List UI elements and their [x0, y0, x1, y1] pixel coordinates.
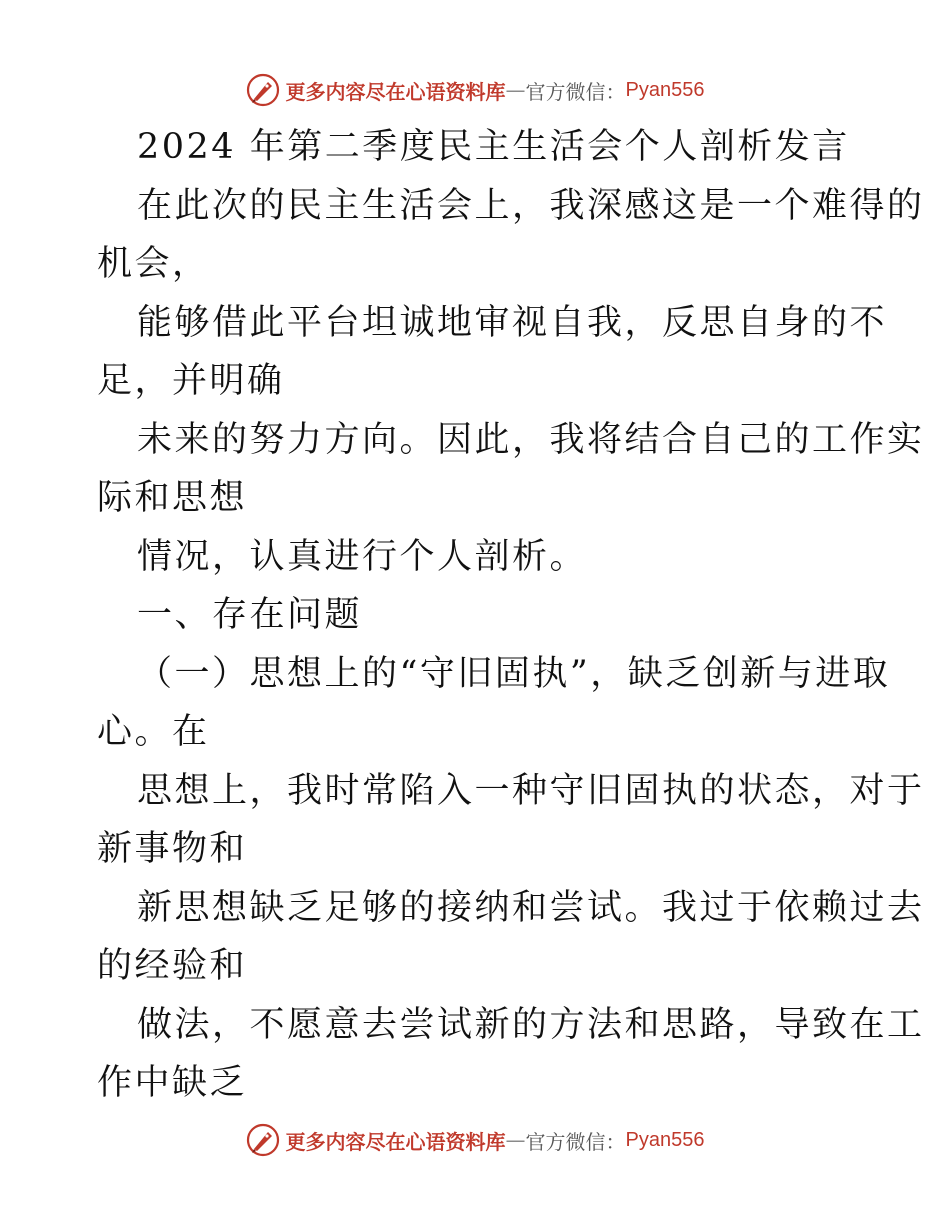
document-line: 能够借此平台坦诚地审视自我，反思自身的不 [137, 302, 888, 343]
banner-site-text: 更多内容尽在心语资料库 [285, 79, 506, 104]
document-line: 做法，不愿意去尝试新的方法和思路，导致在工 [137, 1004, 925, 1045]
banner-site-text: 更多内容尽在心语资料库 [285, 1129, 506, 1154]
banner-separator: — [505, 78, 526, 102]
document-line: 情况，认真进行个人剖析。 [137, 536, 588, 577]
document-line: 新事物和 [97, 829, 248, 869]
banner-wechat-label: 官方微信： [525, 79, 626, 104]
document-line: 心。在 [97, 712, 210, 752]
document-line: 足，并明确 [97, 361, 285, 401]
pen-nib-logo-icon [246, 73, 280, 107]
document-line: 在此次的民主生活会上，我深感这是一个难得的 [137, 185, 925, 226]
document-line: 未来的努力方向。因此，我将结合自己的工作实 [137, 419, 925, 460]
document-line: 机会， [97, 244, 210, 284]
banner-wechat-id: Pyan556 [625, 1128, 705, 1151]
pen-nib-logo-icon [246, 1123, 280, 1157]
document-line: 2024 年第二季度民主生活会个人剖析发言 [137, 127, 850, 167]
document-line: （一）思想上的“守旧固执”，缺乏创新与进取 [137, 653, 891, 694]
banner-separator: — [505, 1128, 526, 1152]
header-banner [0, 70, 950, 110]
banner-wechat-id: Pyan556 [625, 78, 705, 101]
document-line: 际和思想 [97, 478, 248, 518]
document-body [97, 118, 925, 1113]
banner-wechat-label: 官方微信： [525, 1129, 626, 1154]
footer-banner [0, 1120, 950, 1160]
document-line: 思想上，我时常陷入一种守旧固执的状态，对于 [137, 770, 925, 811]
document-line: 的经验和 [97, 946, 248, 986]
document-line: 作中缺乏 [97, 1063, 248, 1103]
document-line: 新思想缺乏足够的接纳和尝试。我过于依赖过去 [137, 887, 925, 928]
document-line: 一、存在问题 [137, 595, 363, 635]
